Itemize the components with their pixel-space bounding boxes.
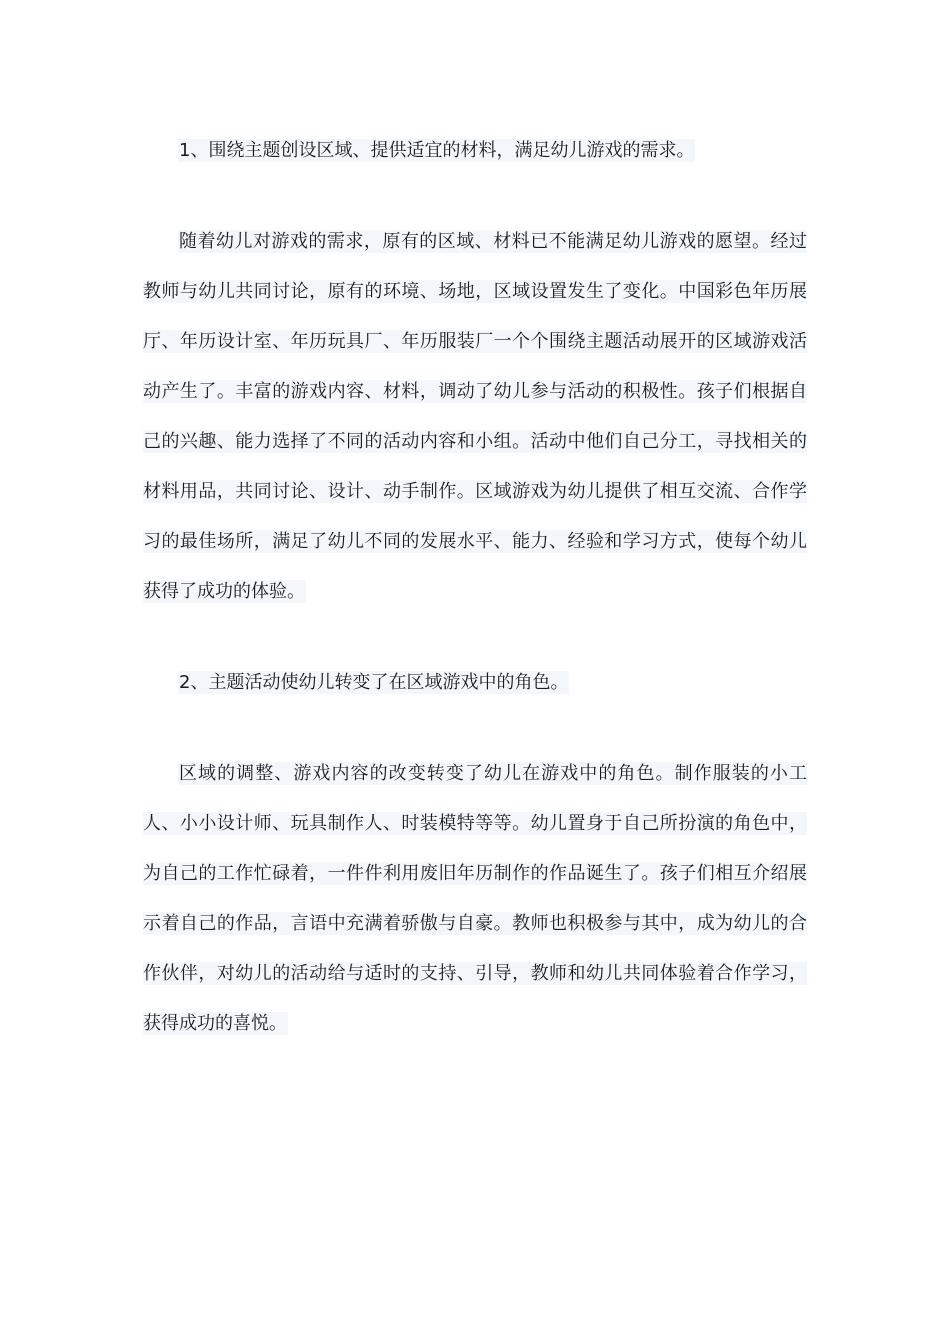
paragraph-gap bbox=[143, 708, 807, 749]
section-heading-1 bbox=[143, 126, 807, 176]
body-paragraph-2 bbox=[143, 749, 807, 1049]
paragraph-gap bbox=[143, 176, 807, 217]
section-heading-1-text: 1、围绕主题创设区域、提供适宜的材料，满足幼儿游戏的需求。 bbox=[179, 140, 695, 161]
section-heading-2 bbox=[143, 658, 807, 708]
section-heading-2-text: 2、主题活动使幼儿转变了在区域游戏中的角色。 bbox=[179, 672, 569, 693]
paragraph-gap bbox=[143, 617, 807, 658]
body-paragraph-1 bbox=[143, 217, 807, 617]
document-body bbox=[143, 126, 807, 1049]
body-paragraph-1-text: 随着幼儿对游戏的需求，原有的区域、材料已不能满足幼儿游戏的愿望。经过教师与幼儿共同讨论，原有的环境、场地，区域设置发生了变化。中国彩色年历展厅、年历设计室、年历玩具厂、年历服装厂一个个围绕主题活动展开的区域游戏活动产生了。丰富的游戏内容、材料，调动了幼儿参与活动的积极性。孩子们根据自己的兴趣、能力选择了不同的活动内容和小组。活动中他们自己分工，寻找相关的材料用品，共同讨论、设计、动手制作。区域游戏为幼儿提供了相互交流、合作学习的最佳场所，满足了幼儿不同的发展水平、能力、经验和学习方式，使每个幼儿获得了成功的体验。 bbox=[143, 231, 807, 602]
body-paragraph-2-text: 区域的调整、游戏内容的改变转变了幼儿在游戏中的角色。制作服装的小工人、小小设计师、玩具制作人、时装模特等等。幼儿置身于自己所扮演的角色中，为自己的工作忙碌着，一件件利用废旧年历制作的作品诞生了。孩子们相互介绍展示着自己的作品，言语中充满着骄傲与自豪。教师也积极参与其中，成为幼儿的合作伙伴，对幼儿的活动给与适时的支持、引导，教师和幼儿共同体验着合作学习，获得成功的喜悦。 bbox=[143, 763, 807, 1034]
